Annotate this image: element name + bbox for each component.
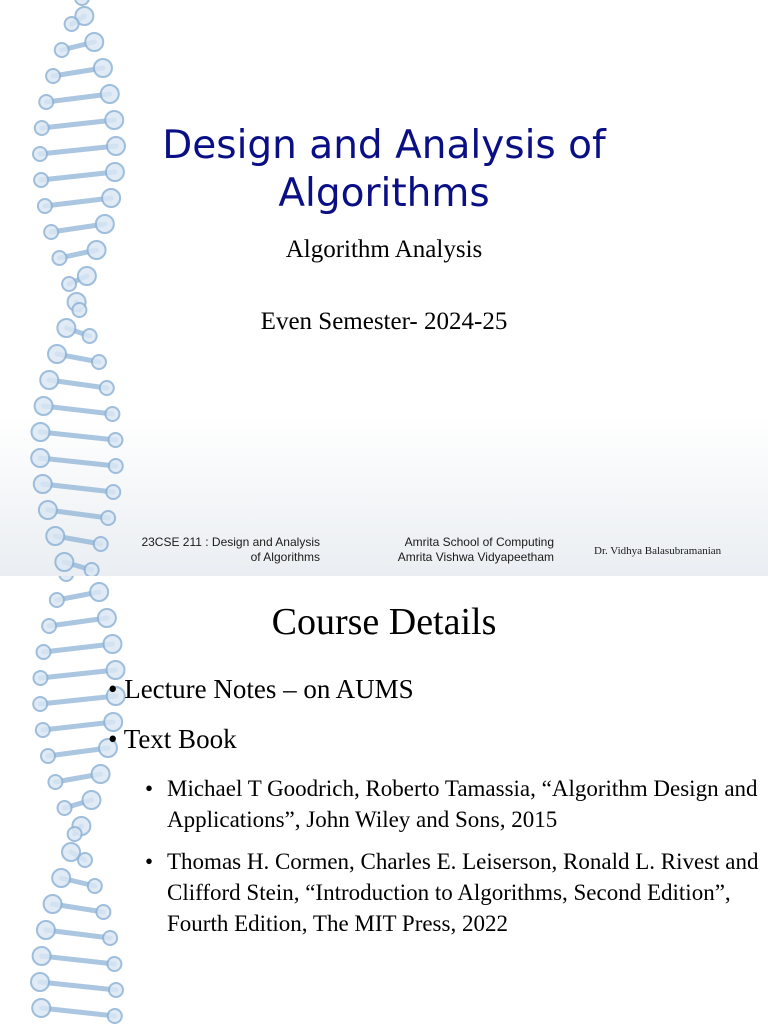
helix-node [44,895,62,913]
helix-node [109,459,123,473]
helix-node [92,355,106,369]
helix-node [37,645,51,659]
footer-author: Dr. Vidhya Balasubramanian [594,545,722,557]
footer-school-line-2: Amrita Vishwa Vidyapeetham [397,550,554,564]
helix-node [92,765,110,783]
footer-course-line-2: of Algorithms [250,550,320,564]
helix-node [108,1009,122,1023]
helix-node [34,475,52,493]
sub-bullet-text: Thomas H. Cormen, Charles E. Leiserson, Ronald L. Rivest and Clifford Stein, “Introduction to Algorithms, Second Edition”, Fourth Edition, The MIT Press, 2022 [167,849,759,936]
helix-rung [41,432,116,440]
helix-node [48,345,66,363]
helix-node [96,905,110,919]
helix-rung [40,982,116,990]
semester-label: Even Semester- 2024-25 [260,308,508,335]
bullet-text: Lecture Notes – on AUMS [124,674,414,704]
helix-node [33,697,47,711]
bullet-item [108,674,414,705]
helix-node [82,791,100,809]
helix-node [109,983,123,997]
helix-node [35,397,53,415]
helix-rung [43,722,113,730]
helix-node [103,931,117,945]
sub-bullet-item [145,846,760,939]
helix-rung [40,458,116,466]
helix-node [94,59,112,77]
slide-title [0,122,768,218]
helix-node [32,423,50,441]
helix-node [46,527,64,545]
helix-rung [43,484,114,492]
helix-node [36,723,50,737]
helix-node [31,973,49,991]
helix-node [106,485,120,499]
helix-node [88,879,102,893]
helix-node [48,775,62,789]
helix-node [75,0,89,5]
slide-title-line-1: Design and Analysis of [162,123,606,168]
helix-node [101,85,119,103]
helix-node [33,947,51,965]
helix-node [108,433,122,447]
helix-node [100,381,114,395]
helix-node [85,33,103,51]
footer-school [364,535,554,565]
helix-node [33,671,47,685]
bullet-marker: • [145,776,154,801]
slide-subtitle: Algorithm Analysis [285,236,483,263]
helix-rung [40,670,115,678]
helix-node [78,853,92,867]
dna-helix-icon [0,0,160,576]
slide-title: Course Details [271,601,497,643]
helix-node [78,267,96,285]
helix-rung [44,406,113,414]
helix-rung [44,644,113,652]
helix-node [58,801,72,815]
helix-node [40,371,58,389]
helix-node [31,449,49,467]
helix-node [101,511,115,525]
footer-course [112,535,320,565]
helix-rung [42,956,115,964]
helix-node [52,869,70,887]
bullet-marker: • [108,724,118,754]
helix-node [65,17,79,31]
helix-node [59,576,73,581]
helix-node [46,69,60,83]
sub-bullet-item [145,773,760,835]
footer-school-line-1: Amrita School of Computing [404,535,554,549]
helix-node [105,407,119,421]
bullet-marker: • [145,849,154,874]
helix-node [32,999,50,1017]
helix-node [94,537,108,551]
bullet-marker: • [108,674,118,704]
bullet-text: Text Book [123,724,237,754]
helix-node [62,277,76,291]
slide-title-line-2: Algorithms [278,171,490,216]
helix-rung [40,696,116,704]
helix-node [39,501,57,519]
footer-course-line-1: 23CSE 211 : Design and Analysis [141,535,320,549]
helix-node [55,553,73,571]
helix-node [90,583,108,601]
bullet-item [108,724,237,755]
helix-node [68,827,82,841]
helix-node [55,43,69,57]
sub-bullet-text: Michael T Goodrich, Roberto Tamassia, “Algorithm Design and Applications”, John Wiley and Sons, 2015 [167,776,758,832]
helix-node [107,957,121,971]
helix-node [85,563,99,576]
helix-node [37,921,55,939]
helix-node [39,95,53,109]
helix-node [41,749,55,763]
helix-rung [41,1008,115,1016]
